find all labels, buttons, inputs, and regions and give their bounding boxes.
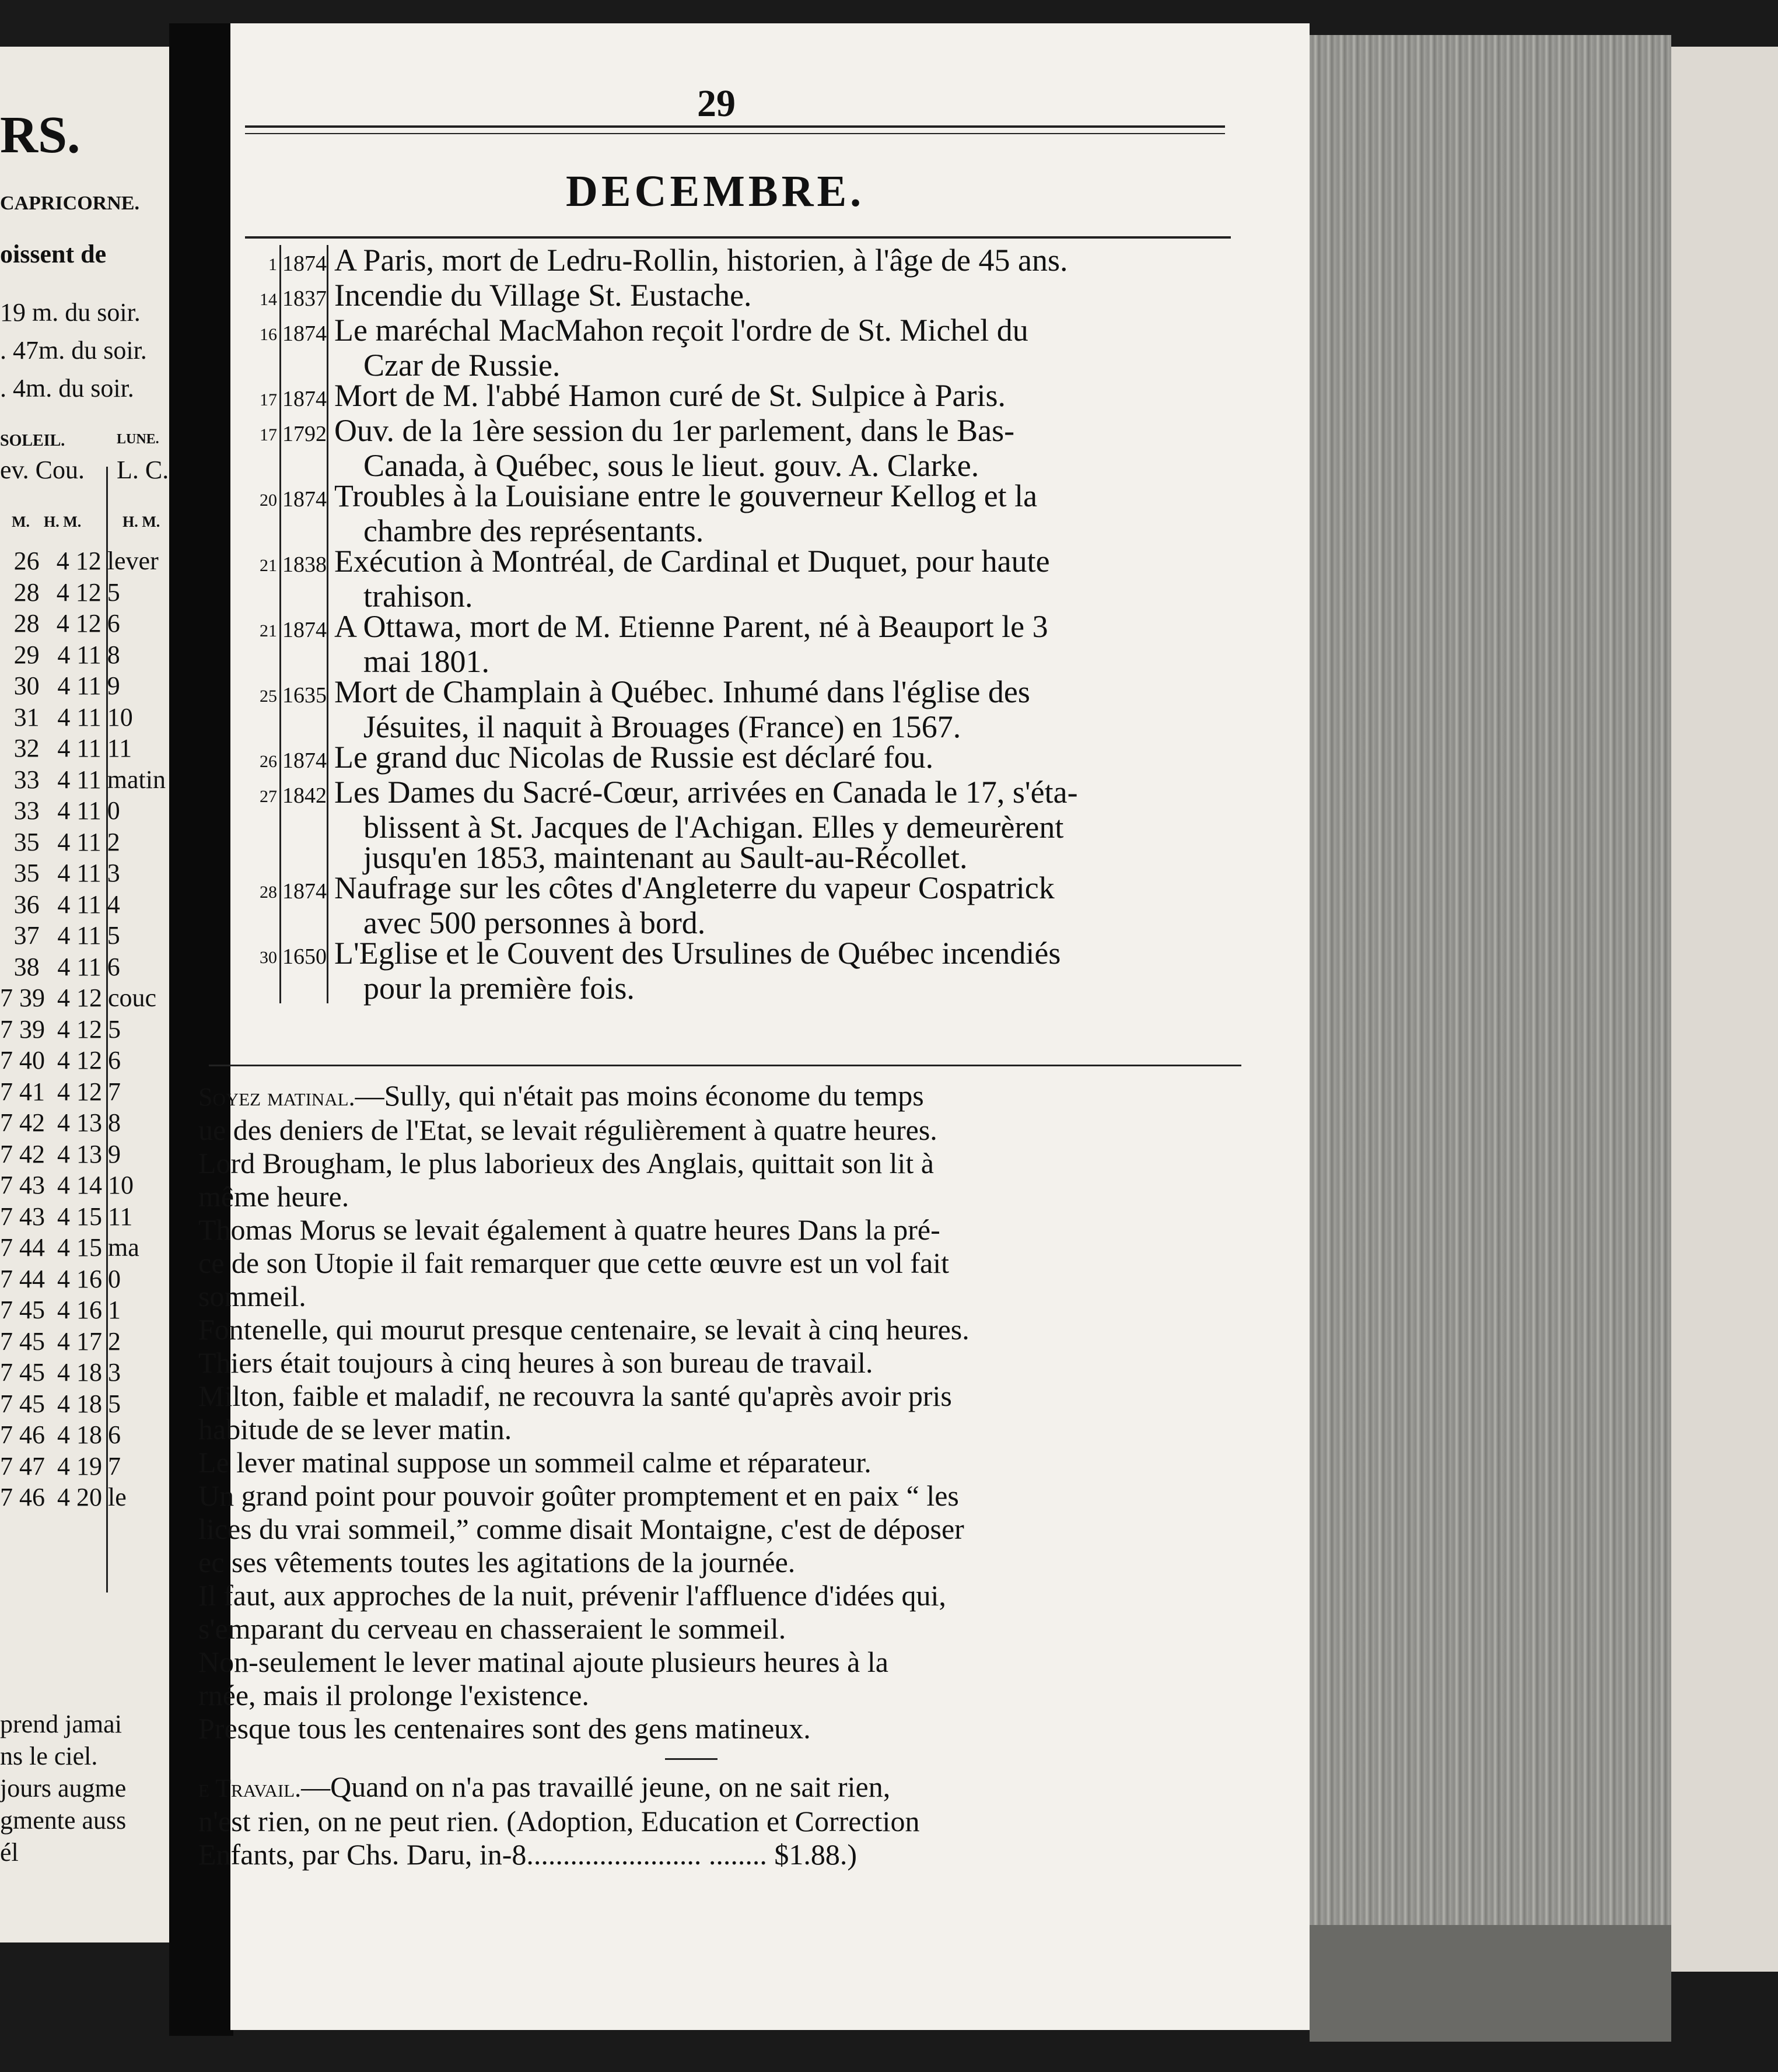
event-entry [260, 905, 1240, 940]
event-day: 30 [260, 948, 277, 967]
essay-line: Presque tous les centenaires sont des gens matineux. [198, 1712, 811, 1745]
event-day: 20 [260, 491, 277, 510]
table-row [0, 577, 169, 608]
table-row [0, 764, 169, 796]
table-cell: 37 [13, 921, 40, 950]
essay-line: habitude de se lever matin. [198, 1413, 512, 1446]
event-text: Czar de Russie. [363, 348, 561, 383]
left-line: . 47m. du soir. [0, 336, 147, 365]
table-row [0, 1076, 169, 1108]
event-text: Naufrage sur les côtes d'Angleterre du vapeur Cospatrick [334, 870, 1055, 905]
event-day: 28 [260, 883, 277, 902]
table-cell: 9 [107, 671, 120, 701]
left-footer-line: ns le ciel. [0, 1742, 98, 1770]
table-cell: 4 13 [57, 1108, 102, 1138]
table-cell: 38 [13, 952, 40, 981]
table-cell: 7 40 [0, 1046, 45, 1075]
sun-subhead: ev. Cou. [0, 456, 85, 484]
unit-head: H. M. [123, 513, 160, 530]
essay-line: Lord Brougham, le plus laborieux des Anglais, quittait son lit à [198, 1147, 934, 1180]
table-cell: couc [108, 984, 157, 1013]
event-text: Exécution à Montréal, de Cardinal et Duquet, pour haute [334, 544, 1050, 579]
table-row [0, 1107, 169, 1139]
event-text: mai 1801. [363, 644, 489, 679]
table-cell: 4 14 [57, 1171, 102, 1200]
event-day [260, 581, 277, 611]
event-year: 1874 [279, 611, 328, 646]
sun-moon-table [0, 545, 169, 1513]
event-text: blissent à St. Jacques de l'Achigan. Elles y demeurèrent [363, 810, 1064, 845]
table-cell: 3 [107, 859, 120, 888]
essay-line: Thiers était toujours à cinq heures à son bureau de travail. [198, 1346, 873, 1379]
event-day: 21 [260, 621, 277, 640]
event-entry [260, 842, 1240, 873]
table-cell: 7 39 [0, 1014, 45, 1044]
table-cell: 28 [13, 578, 40, 607]
table-cell: 10 [107, 702, 133, 732]
table-row [0, 858, 169, 889]
unit-head: H. M. [44, 513, 82, 530]
table-cell: 4 11 [57, 921, 102, 950]
table-cell: 7 44 [0, 1264, 45, 1293]
sun-column-head: SOLEIL. [0, 432, 65, 450]
unit-head: M. [12, 513, 30, 530]
essay-line: même heure. [198, 1180, 349, 1213]
table-cell: 10 [108, 1171, 134, 1200]
table-cell: 4 12 [56, 547, 102, 576]
table-row [0, 889, 169, 921]
table-cell: 4 16 [57, 1264, 102, 1293]
essay-line: ue des deniers de l'Etat, se levait régulièrement à quatre heures. [198, 1114, 937, 1146]
essay-line: sommeil. [198, 1280, 306, 1312]
event-day: 16 [260, 325, 277, 344]
table-row [0, 1357, 169, 1388]
event-text: chambre des représentants. [363, 513, 704, 548]
table-cell: 32 [13, 734, 40, 763]
table-cell: 4 11 [57, 765, 102, 794]
travail-price-line: Enfants, par Chs. Daru, in-8........................ ........ $1.88.) [198, 1838, 858, 1871]
moon-column-head: LUNE. [117, 432, 159, 447]
table-cell: 11 [108, 1202, 133, 1231]
event-day: 25 [260, 687, 277, 706]
table-cell: 4 11 [57, 734, 102, 763]
table-cell: 7 [108, 1451, 121, 1480]
travail-line: n'est rien, on ne peut rien. (Adoption, Education et Correction [198, 1805, 920, 1838]
table-cell: 29 [13, 640, 40, 669]
event-entry [260, 777, 1240, 812]
table-cell: matin [107, 765, 166, 794]
table-cell: 7 42 [0, 1139, 45, 1168]
table-cell: 3 [108, 1358, 121, 1387]
left-page-title: RS. [0, 106, 80, 164]
table-cell: 4 12 [56, 609, 102, 638]
table-cell: 4 12 [57, 1014, 102, 1044]
table-cell: 5 [108, 1389, 121, 1418]
table-row [0, 608, 169, 639]
table-cell: 7 45 [0, 1358, 45, 1387]
event-day: 1 [268, 255, 277, 274]
table-cell: 35 [13, 827, 40, 856]
table-cell: 33 [13, 765, 40, 794]
event-year: 1792 [279, 415, 328, 450]
table-cell: 4 11 [57, 671, 102, 701]
event-day [260, 842, 277, 873]
table-row [0, 1232, 169, 1264]
table-row [0, 1419, 169, 1451]
page-edges-bottom [1310, 1925, 1671, 2042]
event-entry [260, 870, 1240, 908]
table-cell: 4 12 [56, 578, 102, 607]
table-cell: 6 [107, 952, 120, 981]
table-row [0, 982, 169, 1014]
event-entry [260, 971, 1240, 1006]
section-dash [665, 1758, 718, 1760]
event-year: 1838 [279, 546, 328, 581]
event-entry [260, 280, 1240, 315]
table-cell: 4 18 [57, 1358, 102, 1387]
table-cell: 7 46 [0, 1483, 45, 1512]
table-row [0, 1014, 169, 1045]
table-row [0, 1264, 169, 1295]
event-text: Canada, à Québec, sous le lieut. gouv. A. Clarke. [363, 448, 979, 483]
event-text: Mort de Champlain à Québec. Inhumé dans l'église des [334, 674, 1030, 709]
event-text: pour la première fois. [363, 971, 635, 1006]
table-cell: 7 45 [0, 1389, 45, 1418]
event-text: Le maréchal MacMahon reçoit l'ordre de St. Michel du [334, 313, 1028, 348]
essay-block [198, 1079, 1184, 1871]
event-text: Incendie du Village St. Eustache. [334, 278, 752, 313]
event-year [279, 908, 328, 938]
left-footer-line: prend jamai [0, 1710, 122, 1738]
essay-line: Milton, faible et maladif, ne recouvra la santé qu'après avoir pris [198, 1380, 952, 1412]
table-cell: 7 45 [0, 1326, 45, 1356]
table-row [0, 1451, 169, 1482]
event-entry [260, 450, 1240, 481]
table-cell: 36 [13, 890, 40, 919]
event-year [279, 812, 328, 842]
table-row [0, 795, 169, 827]
table-cell: 4 11 [57, 827, 102, 856]
event-text: Jésuites, il naquit à Brouages (France) en 1567. [363, 709, 961, 744]
event-year [279, 581, 328, 611]
essay-line: —Sully, qui n'était pas moins économe du temps [355, 1079, 924, 1112]
next-page-strip [1671, 47, 1778, 1972]
event-entry [260, 513, 1240, 548]
moon-subhead: L. C. [117, 456, 169, 484]
event-day: 17 [260, 390, 277, 410]
event-entry [260, 546, 1240, 581]
essay-title: Soyez matinal. [198, 1083, 355, 1111]
left-line: 19 m. du soir. [0, 298, 141, 327]
event-text: Mort de M. l'abbé Hamon curé de St. Sulpice à Paris. [334, 378, 1006, 413]
table-row [0, 951, 169, 983]
table-cell: 4 16 [57, 1296, 102, 1325]
table-row [0, 920, 169, 951]
event-year: 1874 [279, 245, 328, 280]
table-cell: 4 12 [57, 1046, 102, 1075]
table-cell: ma [108, 1233, 139, 1262]
left-page [0, 47, 169, 1943]
table-cell: 11 [107, 734, 132, 763]
event-day [260, 350, 277, 380]
table-row [0, 1294, 169, 1326]
event-day: 17 [260, 425, 277, 444]
table-cell: 4 11 [57, 640, 102, 669]
event-entry [260, 478, 1240, 516]
event-year: 1842 [279, 777, 328, 812]
table-cell: 4 15 [57, 1233, 102, 1262]
header-rule [245, 125, 1225, 128]
event-entry [260, 709, 1240, 744]
table-cell: lever [107, 547, 159, 576]
left-line: . 4m. du soir. [0, 374, 134, 402]
event-entry [260, 245, 1240, 280]
table-cell: 31 [13, 702, 40, 732]
event-text: trahison. [363, 579, 473, 614]
table-cell: 7 47 [0, 1451, 45, 1480]
table-cell: 6 [108, 1046, 121, 1075]
table-row [0, 1045, 169, 1076]
event-text: A Ottawa, mort de M. Etienne Parent, né à Beauport le 3 [334, 609, 1048, 644]
event-day [260, 646, 277, 677]
table-row [0, 545, 169, 577]
essay-line: rnée, mais il prolonge l'existence. [198, 1679, 589, 1712]
table-cell: 4 11 [57, 796, 102, 825]
table-cell: 4 15 [57, 1202, 102, 1231]
table-cell: 4 20 [57, 1483, 102, 1512]
table-cell: 2 [107, 827, 120, 856]
table-cell: 9 [108, 1139, 121, 1168]
table-cell: 0 [107, 796, 120, 825]
table-row [0, 1388, 169, 1420]
event-day [260, 973, 277, 1003]
event-year: 1874 [279, 315, 328, 350]
event-day [260, 812, 277, 842]
zodiac-sign: CAPRICORNE. [0, 192, 139, 214]
table-cell: 7 46 [0, 1420, 45, 1450]
table-row [0, 733, 169, 764]
event-text: Troubles à la Louisiane entre le gouverneur Kellog et la [334, 478, 1038, 513]
left-footer-line: él [0, 1838, 19, 1867]
table-row [0, 639, 169, 671]
event-text: Le grand duc Nicolas de Russie est déclaré fou. [334, 740, 934, 775]
header-rule [245, 133, 1225, 134]
essay-line: lices du vrai sommeil,” comme disait Montaigne, c'est de déposer [198, 1513, 964, 1545]
event-day: 27 [260, 787, 277, 806]
table-cell: 5 [107, 921, 120, 950]
table-cell: 4 11 [57, 859, 102, 888]
table-cell: le [108, 1483, 127, 1512]
month-title: DECEMBRE. [566, 167, 865, 216]
event-year: 1874 [279, 481, 328, 516]
left-line: oissent de [0, 240, 107, 268]
table-cell: 4 11 [57, 702, 102, 732]
event-year [279, 450, 328, 481]
left-footer-line: gmente auss [0, 1806, 127, 1835]
table-cell: 4 12 [57, 984, 102, 1013]
essay-line: ec ses vêtements toutes les agitations de la journée. [198, 1546, 796, 1578]
table-row [0, 1482, 169, 1513]
table-cell: 7 [108, 1077, 121, 1106]
table-row [0, 1326, 169, 1357]
event-entry [260, 674, 1240, 712]
table-cell: 33 [13, 796, 40, 825]
event-year: 1874 [279, 873, 328, 908]
table-row [0, 827, 169, 858]
table-cell: 4 11 [57, 952, 102, 981]
table-cell: 0 [108, 1264, 121, 1293]
event-entry [260, 810, 1240, 845]
event-year [279, 350, 328, 380]
table-row [0, 1170, 169, 1201]
event-entry [260, 315, 1240, 350]
table-cell: 4 17 [57, 1326, 102, 1356]
table-cell: 6 [108, 1420, 121, 1450]
table-cell: 4 18 [57, 1420, 102, 1450]
event-entry [260, 938, 1240, 973]
event-text: jusqu'en 1853, maintenant au Sault-au-Récollet. [363, 840, 968, 875]
table-cell: 7 42 [0, 1108, 45, 1138]
table-cell: 4 12 [57, 1077, 102, 1106]
essay-line: Il faut, aux approches de la nuit, prévenir l'affluence d'idées qui, [198, 1579, 946, 1612]
event-entry [260, 646, 1240, 677]
table-row [0, 670, 169, 702]
table-cell: 2 [108, 1326, 121, 1356]
table-cell: 6 [107, 609, 120, 638]
table-cell: 7 45 [0, 1296, 45, 1325]
event-text: A Paris, mort de Ledru-Rollin, historien, à l'âge de 45 ans. [334, 243, 1068, 278]
table-cell: 4 19 [57, 1451, 102, 1480]
events-bottom-rule [209, 1065, 1241, 1066]
event-entry [260, 611, 1240, 646]
left-footer-line: jours augme [0, 1774, 127, 1803]
table-row [0, 1201, 169, 1233]
essay-line: Non-seulement le lever matinal ajoute plusieurs heures à la [198, 1646, 888, 1678]
event-entry [260, 742, 1240, 777]
essay-line: Un grand point pour pouvoir goûter promptement et en paix “ les [198, 1479, 959, 1512]
essay-line: Le lever matinal suppose un sommeil calme et réparateur. [198, 1446, 872, 1479]
event-year [279, 646, 328, 677]
table-cell: 1 [108, 1296, 121, 1325]
event-text: Ouv. de la 1ère session du 1er parlement, dans le Bas- [334, 413, 1015, 448]
event-day [260, 908, 277, 938]
title-rule [245, 236, 1231, 239]
table-cell: 4 [107, 890, 120, 919]
travail-line: —Quand on n'a pas travaillé jeune, on ne sait rien, [301, 1770, 891, 1803]
essay-line: s'emparant du cerveau en chasseraient le sommeil. [198, 1612, 786, 1645]
event-year: 1635 [279, 677, 328, 712]
event-entry [260, 415, 1240, 450]
event-day [260, 712, 277, 742]
event-text: avec 500 personnes à bord. [363, 905, 706, 940]
table-cell: 4 11 [57, 890, 102, 919]
event-year [279, 516, 328, 546]
event-day [260, 450, 277, 481]
event-day [260, 516, 277, 546]
table-cell: 7 39 [0, 984, 45, 1013]
event-year [279, 973, 328, 1003]
table-cell: 7 44 [0, 1233, 45, 1262]
table-row [0, 702, 169, 733]
table-cell: 28 [13, 609, 40, 638]
table-cell: 5 [108, 1014, 121, 1044]
essay-line: Fontenelle, qui mourut presque centenaire, se levait à cinq heures. [198, 1313, 970, 1346]
event-year: 1837 [279, 280, 328, 315]
essay-line: Thomas Morus se levait également à quatre heures Dans la pré- [198, 1213, 940, 1246]
table-cell: 4 18 [57, 1389, 102, 1418]
table-cell: 8 [107, 640, 120, 669]
table-cell: 35 [13, 859, 40, 888]
table-cell: 7 43 [0, 1202, 45, 1231]
event-year [279, 842, 328, 873]
table-cell: 8 [108, 1108, 121, 1138]
event-day: 21 [260, 556, 277, 575]
table-cell: 4 13 [57, 1139, 102, 1168]
page-edges [1310, 35, 1671, 1978]
event-year: 1650 [279, 938, 328, 973]
event-entry [260, 348, 1240, 383]
event-year: 1874 [279, 742, 328, 777]
table-cell: 26 [13, 547, 40, 576]
table-row [0, 1139, 169, 1170]
event-text: L'Eglise et le Couvent des Ursulines de Québec incendiés [334, 936, 1061, 971]
table-cell: 30 [13, 671, 40, 701]
events-list [260, 243, 1240, 1006]
event-year: 1874 [279, 380, 328, 415]
page-number: 29 [697, 82, 736, 125]
event-text: Les Dames du Sacré-Cœur, arrivées en Canada le 17, s'éta- [334, 775, 1078, 810]
event-year [279, 712, 328, 742]
table-cell: 7 41 [0, 1077, 45, 1106]
event-day: 14 [260, 290, 277, 309]
event-day: 26 [260, 752, 277, 771]
event-entry [260, 579, 1240, 614]
event-entry [260, 380, 1240, 415]
table-cell: 7 43 [0, 1171, 45, 1200]
table-cell: 5 [107, 578, 120, 607]
travail-title: e Travail. [198, 1774, 302, 1803]
essay-line: ce de son Utopie il fait remarquer que cette œuvre est un vol fait [198, 1247, 950, 1279]
essay-body [198, 1114, 1184, 1745]
